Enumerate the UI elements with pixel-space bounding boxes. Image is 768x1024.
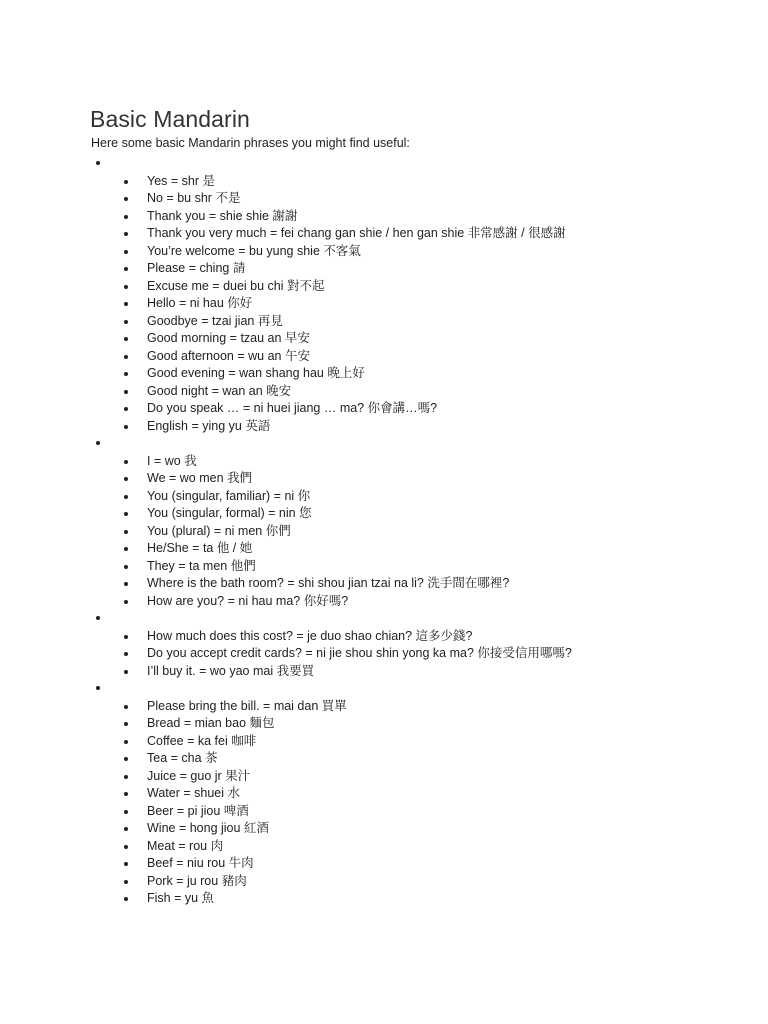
phrase-text: Hello = ni hau 你好 xyxy=(147,296,253,310)
phrase-text: Wine = hong jiou 紅酒 xyxy=(147,821,269,835)
phrase-text: Good afternoon = wu an 午安 xyxy=(147,348,310,363)
phrase-text: Pork = ju rou 豬肉 xyxy=(147,873,247,888)
phrase-text: Do you speak … = ni huei jiang … ma? 你會講…嗎? xyxy=(147,401,438,415)
phrase-text: Meat = rou 肉 xyxy=(147,838,224,853)
phrase-text: How much does this cost? = je duo shao chian? 這多少錢? xyxy=(147,628,473,643)
bullet-icon xyxy=(124,302,128,306)
bullet-icon xyxy=(124,740,128,744)
phrase-text: Where is the bath room? = shi shou jian tzai na li? 洗手間在哪裡? xyxy=(147,576,510,590)
phrase-text: You (plural) = ni men 你們 xyxy=(147,523,291,538)
bullet-icon xyxy=(124,827,128,831)
bullet-icon xyxy=(124,582,128,586)
phrase-text: I = wo 我 xyxy=(147,453,197,468)
bullet-icon xyxy=(124,250,128,254)
phrase-text: Thank you = shie shie 謝謝 xyxy=(147,208,298,223)
bullet-icon xyxy=(124,845,128,849)
phrase-text: No = bu shr 不是 xyxy=(147,191,241,205)
bullet-icon xyxy=(96,161,100,165)
phrase-text: We = wo men 我們 xyxy=(147,471,253,485)
phrase-text: You (singular, familiar) = ni 你 xyxy=(147,488,311,503)
bullet-icon xyxy=(96,686,100,690)
bullet-icon xyxy=(124,477,128,481)
bullet-icon xyxy=(124,635,128,639)
bullet-icon xyxy=(124,180,128,184)
bullet-icon xyxy=(124,425,128,429)
bullet-icon xyxy=(124,792,128,796)
phrase-text: English = ying yu 英語 xyxy=(147,418,271,433)
phrase-text: Coffee = ka fei 咖啡 xyxy=(147,733,257,748)
bullet-icon xyxy=(124,407,128,411)
bullet-icon xyxy=(124,897,128,901)
phrase-text: Please bring the bill. = mai dan 買單 xyxy=(147,698,347,713)
bullet-icon xyxy=(124,337,128,341)
phrase-text: Fish = yu 魚 xyxy=(147,891,215,905)
phrase-text: Yes = shr 是 xyxy=(147,173,215,188)
bullet-icon xyxy=(124,267,128,271)
bullet-icon xyxy=(124,215,128,219)
bullet-icon xyxy=(124,670,128,674)
phrase-text: You (singular, formal) = nin 您 xyxy=(147,506,312,520)
bullet-icon xyxy=(124,495,128,499)
bullet-icon xyxy=(124,390,128,394)
phrase-text: Beef = niu rou 牛肉 xyxy=(147,856,254,870)
phrase-text: Goodbye = tzai jian 再見 xyxy=(147,313,283,328)
phrase-text: Excuse me = duei bu chi 對不起 xyxy=(147,278,325,293)
phrase-text: Juice = guo jr 果汁 xyxy=(147,768,251,783)
phrase-text: They = ta men 他們 xyxy=(147,558,256,573)
phrase-text: How are you? = ni hau ma? 你好嗎? xyxy=(147,593,349,608)
bullet-icon xyxy=(124,530,128,534)
phrase-text: Beer = pi jiou 啤酒 xyxy=(147,803,249,818)
bullet-icon xyxy=(124,355,128,359)
bullet-icon xyxy=(124,285,128,289)
bullet-icon xyxy=(96,616,100,620)
page-title: Basic Mandarin xyxy=(90,106,250,132)
bullet-icon xyxy=(124,232,128,236)
bullet-icon xyxy=(96,441,100,445)
bullet-icon xyxy=(124,722,128,726)
bullet-icon xyxy=(124,652,128,656)
bullet-icon xyxy=(124,810,128,814)
phrase-text: Bread = mian bao 麵包 xyxy=(147,716,275,730)
bullet-icon xyxy=(124,757,128,761)
bullet-icon xyxy=(124,705,128,709)
bullet-icon xyxy=(124,197,128,201)
bullet-icon xyxy=(124,547,128,551)
bullet-icon xyxy=(124,862,128,866)
phrase-text: You’re welcome = bu yung shie 不客氣 xyxy=(147,243,361,258)
bullet-icon xyxy=(124,320,128,324)
phrase-text: Tea = cha 茶 xyxy=(147,751,218,765)
phrase-text: Water = shuei 水 xyxy=(147,786,240,800)
phrase-text: Do you accept credit cards? = ni jie shou shin yong ka ma? 你接受信用哪嗎? xyxy=(147,646,572,660)
phrase-text: Thank you very much = fei chang gan shie / hen gan shie 非常感謝 / 很感謝 xyxy=(147,226,566,240)
phrase-text: Good night = wan an 晚安 xyxy=(147,383,292,398)
bullet-icon xyxy=(124,372,128,376)
phrase-text: Good morning = tzau an 早安 xyxy=(147,331,310,345)
bullet-icon xyxy=(124,775,128,779)
intro-text: Here some basic Mandarin phrases you might find useful: xyxy=(91,136,410,150)
phrase-text: I’ll buy it. = wo yao mai 我要買 xyxy=(147,663,315,678)
bullet-icon xyxy=(124,880,128,884)
bullet-icon xyxy=(124,600,128,604)
phrase-text: He/She = ta 他 / 她 xyxy=(147,541,253,555)
bullet-icon xyxy=(124,565,128,569)
bullet-icon xyxy=(124,512,128,516)
phrase-text: Good evening = wan shang hau 晚上好 xyxy=(147,366,365,380)
bullet-icon xyxy=(124,460,128,464)
phrase-text: Please = ching 請 xyxy=(147,261,246,275)
